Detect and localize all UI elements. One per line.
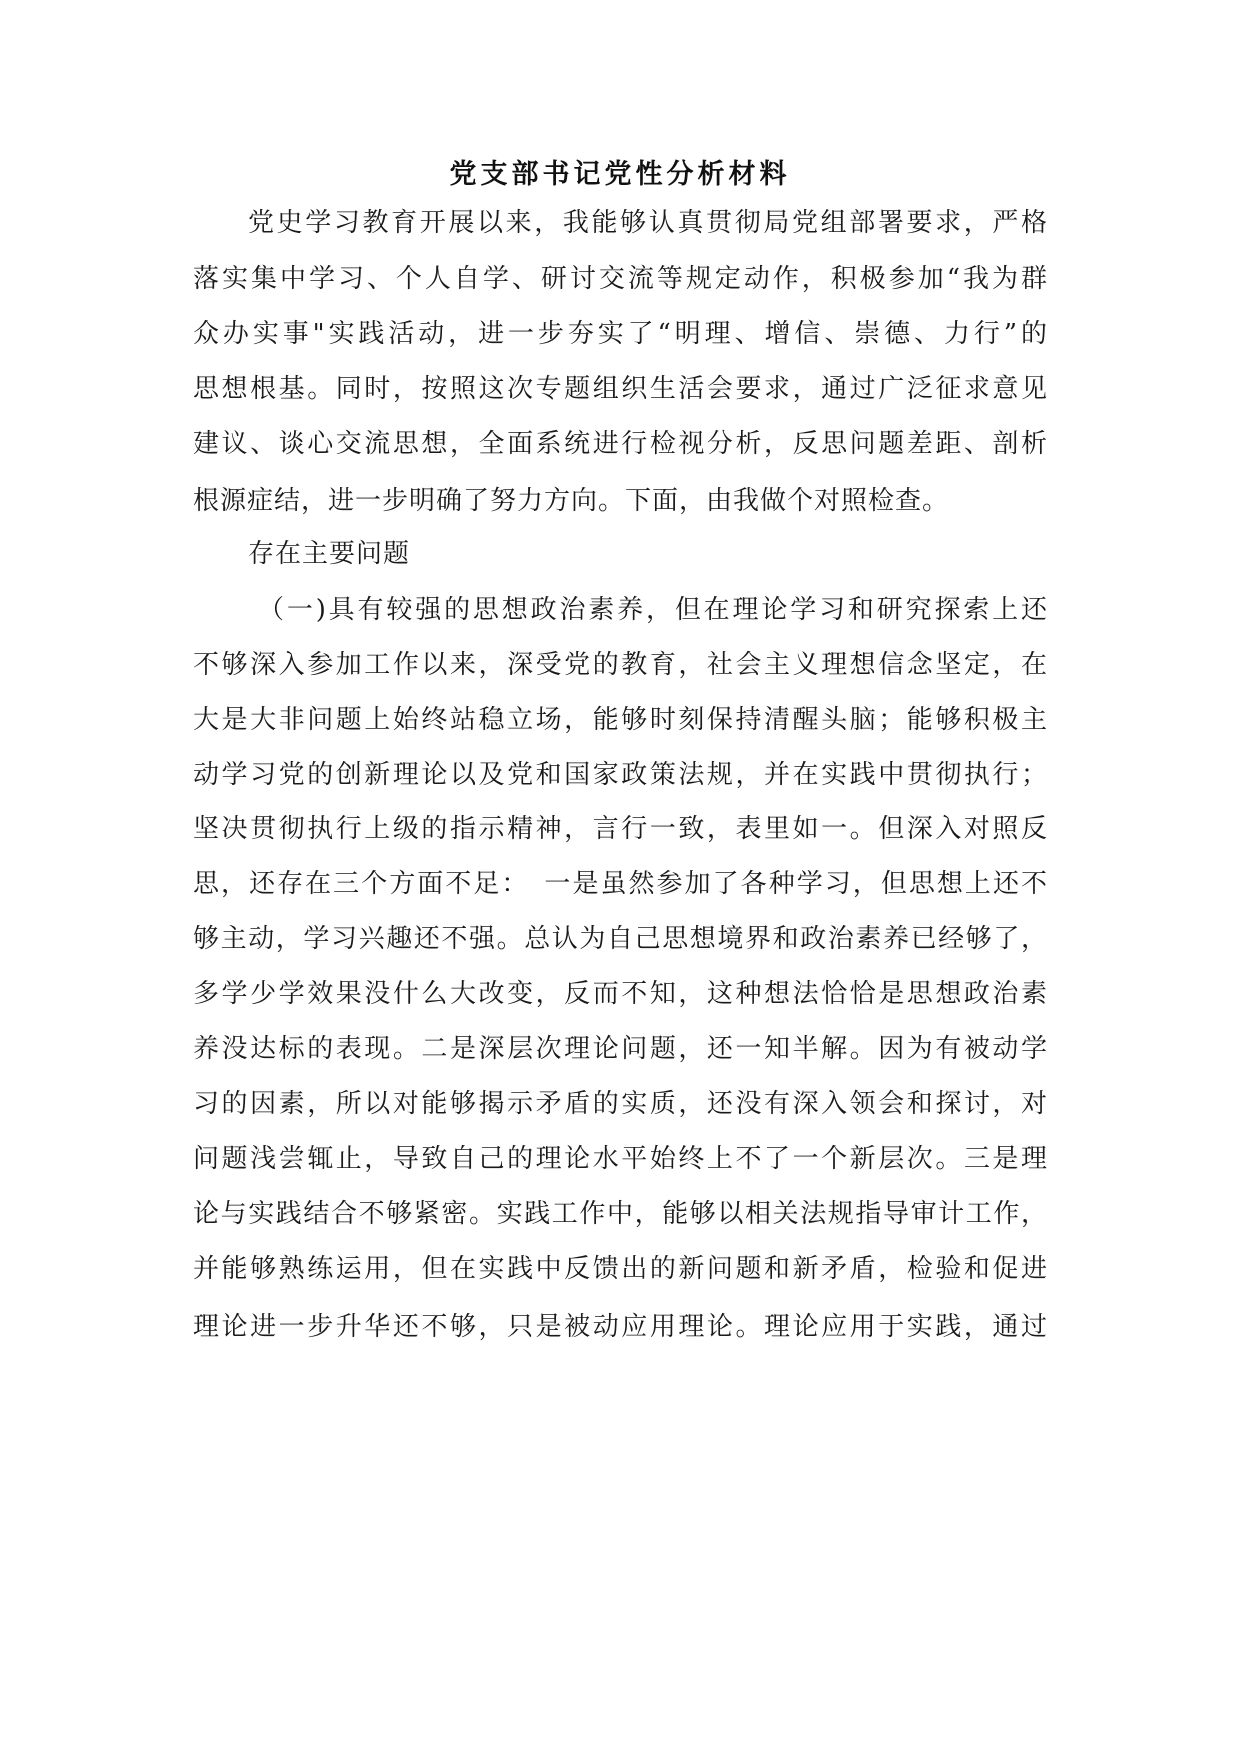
paragraph-line: 动学习党的创新理论以及党和国家政策法规，并在实践中贯彻执行；: [193, 760, 1048, 790]
paragraph-line: （一)具有较强的思想政治素养，但在理论学习和研究探索上还: [258, 595, 1048, 625]
paragraph-line: 理论进一步升华还不够，只是被动应用理论。理论应用于实践，通过: [193, 1312, 1048, 1342]
paragraph-line: 党史学习教育开展以来，我能够认真贯彻局党组部署要求，严格: [248, 208, 1048, 238]
paragraph-line: 并能够熟练运用，但在实践中反馈出的新问题和新矛盾，检验和促进: [193, 1254, 1048, 1284]
paragraph-line: 坚决贯彻执行上级的指示精神，言行一致，表里如一。但深入对照反: [193, 814, 1048, 844]
paragraph-line: 多学少学效果没什么大改变，反而不知，这种想法恰恰是思想政治素: [193, 979, 1048, 1009]
paragraph-line: 养没达标的表现。二是深层次理论问题，还一知半解。因为有被动学: [193, 1034, 1048, 1064]
paragraph-line: 思，还存在三个方面不足： 一是虽然参加了各种学习，但思想上还不: [193, 869, 1048, 899]
paragraph-line: 思想根基。同时，按照这次专题组织生活会要求，通过广泛征求意见: [193, 374, 1048, 404]
paragraph-line: 习的因素，所以对能够揭示矛盾的实质，还没有深入领会和探讨，对: [193, 1089, 1048, 1119]
paragraph-line: 够主动，学习兴趣还不强。总认为自己思想境界和政治素养已经够了，: [193, 924, 1048, 954]
paragraph-line: 众办实事"实践活动，进一步夯实了“明理、增信、崇德、力行”的: [193, 319, 1048, 349]
document-title: 党支部书记党性分析材料: [449, 159, 791, 190]
paragraph-line: 问题浅尝辄止，导致自己的理论水平始终上不了一个新层次。三是理: [193, 1144, 1048, 1174]
paragraph-line: 建议、谈心交流思想，全面系统进行检视分析，反思问题差距、剖析: [193, 429, 1048, 459]
paragraph-line: 根源症结，进一步明确了努力方向。下面，由我做个对照检查。: [193, 486, 950, 516]
paragraph-line: 论与实践结合不够紧密。实践工作中，能够以相关法规指导审计工作，: [193, 1199, 1048, 1229]
paragraph-line: 落实集中学习、个人自学、研讨交流等规定动作，积极参加“我为群: [193, 264, 1048, 294]
paragraph-line: 不够深入参加工作以来，深受党的教育，社会主义理想信念坚定，在: [193, 650, 1048, 680]
section-heading: 存在主要问题: [248, 539, 411, 569]
paragraph-line: 大是大非问题上始终站稳立场，能够时刻保持清醒头脑；能够积极主: [193, 705, 1048, 735]
